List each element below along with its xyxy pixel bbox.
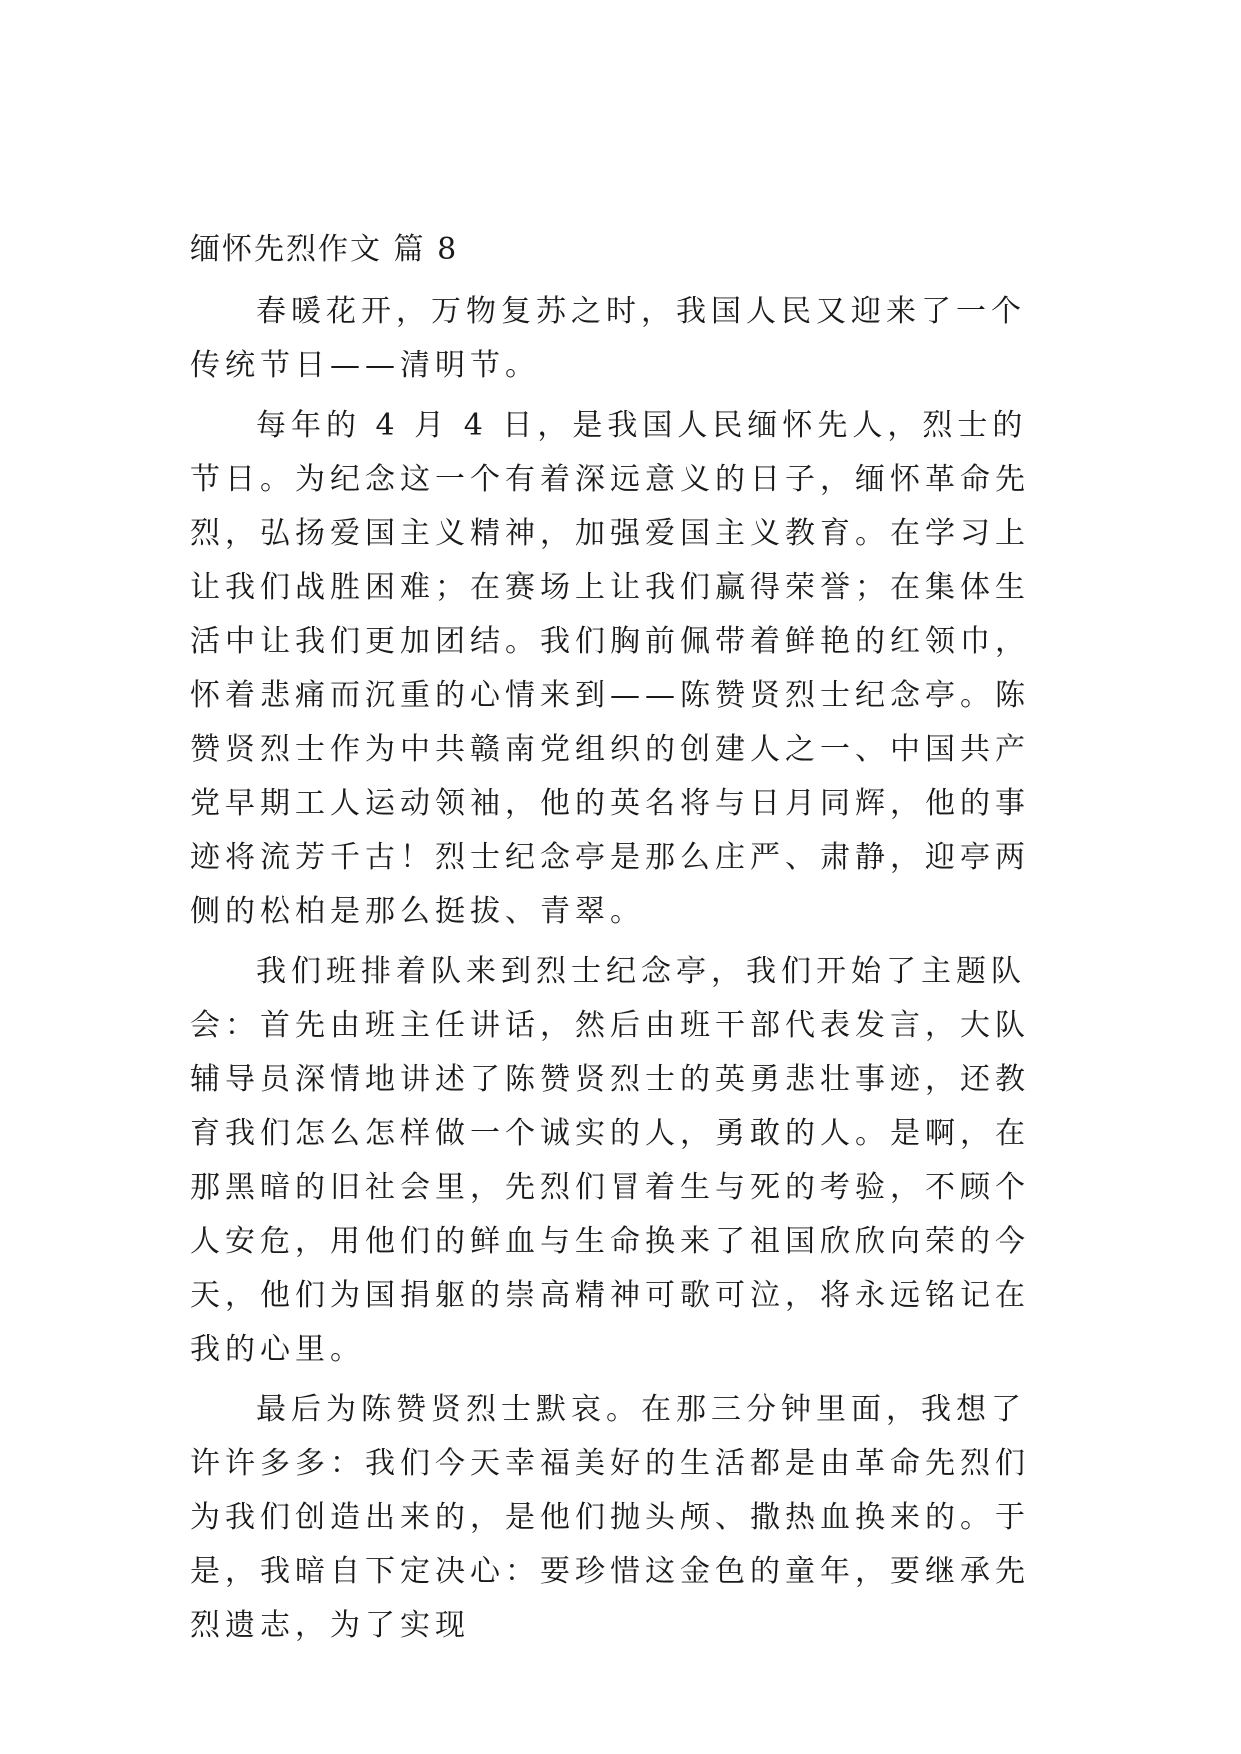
paragraph: 每年的 4 月 4 日，是我国人民缅怀先人，烈士的节日。为纪念这一个有着深远意义的日子，缅怀革命先烈，弘扬爱国主义精神，加强爱国主义教育。在学习上让我们战胜困难；在赛场上让我们赢得荣誉；在集体生活中让我们更加团结。我们胸前佩带着鲜艳的红领巾，怀着悲痛而沉重的心情来到——陈赞贤烈士纪念亭。陈赞贤烈士作为中共赣南党组织的创建人之一、中国共产党早期工人运动领袖，他的英名将与日月同辉，他的事迹将流芳千古！烈士纪念亭是那么庄严、肃静，迎亭两侧的松柏是那么挺拔、青翠。 xyxy=(190,408,1030,929)
paragraph: 我们班排着队来到烈士纪念亭，我们开始了主题队会：首先由班主任讲话，然后由班干部代表发言，大队辅导员深情地讲述了陈赞贤烈士的英勇悲壮事迹，还教育我们怎么怎样做一个诚实的人，勇敢的人。是啊，在那黑暗的旧社会里，先烈们冒着生与死的考验，不顾个人安危，用他们的鲜血与生命换来了祖国欣欣向荣的今天，他们为国捐躯的崇高精神可歌可泣，将永远铭记在我的心里。 xyxy=(190,954,1030,1367)
paragraph: 最后为陈赞贤烈士默哀。在那三分钟里面，我想了许许多多：我们今天幸福美好的生活都是由革命先烈们为我们创造出来的，是他们抛头颅、撒热血换来的。于是，我暗自下定决心：要珍惜这金色的童年，要继承先烈遗志，为了实现 xyxy=(190,1392,1030,1643)
document-title: 缅怀先烈作文 篇 8 xyxy=(190,232,459,267)
document-body xyxy=(190,225,1060,1653)
paragraph: 春暖花开，万物复苏之时，我国人民又迎来了一个传统节日——清明节。 xyxy=(190,294,1026,383)
